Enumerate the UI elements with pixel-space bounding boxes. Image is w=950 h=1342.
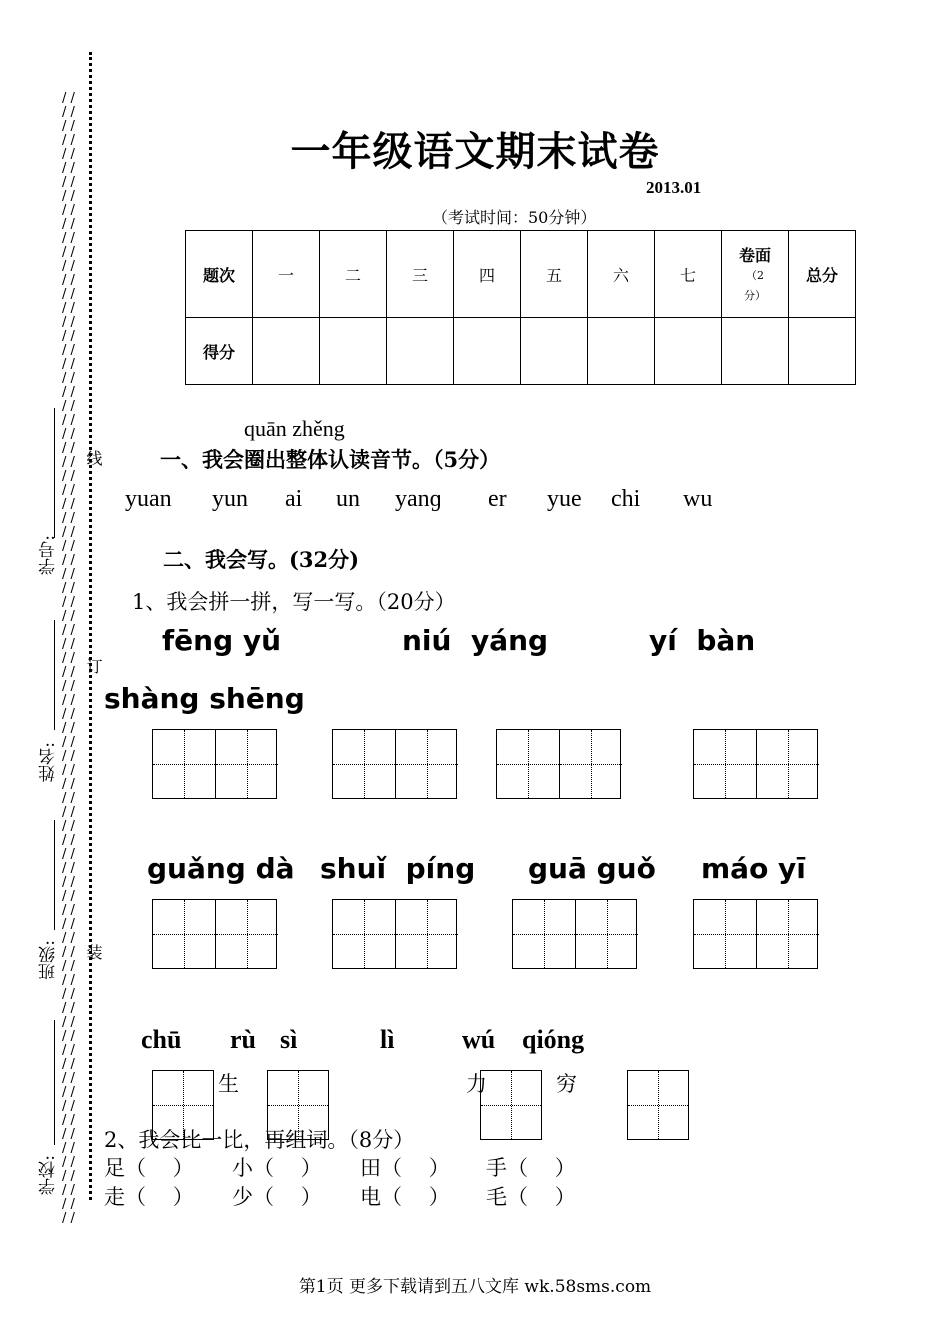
school-underline [54,1020,55,1145]
writing-grid[interactable] [496,729,621,799]
binding-slash-pattern: / / / / / / / / / / / / / / / / / / / / / / / / / / / / / / / / / / / / / / / / / / / / / / / / / / / / / / / / / / / / / / / / / / / / / / / / / / / / / / / / / / / / / / / / / / / / / / / / / / / / / / / / / / / / / / / / / / / / / / / / / / / / / / / / / / / / / / / / / / / / / / / / / / / / / / / / / / / / / / / / / / [62,91,75,1226]
question1-title: 1、我会拼一拼，写一写。（20分） [132,590,456,614]
student-id-label: 学号: [39,535,59,575]
writing-grid-single[interactable] [627,1070,689,1140]
compare-item: 足（ ） [104,1156,194,1180]
score-cell[interactable] [655,318,722,385]
pinyin-word: yí bàn [649,624,756,657]
score-row-label: 得分 [186,318,253,385]
student-id-underline [54,408,55,538]
score-header-cell: 一 [253,231,320,318]
score-header-cell: 题次 [186,231,253,318]
section1-pinyin-hint: quān zhěng [244,416,345,441]
syllable: yue [547,486,582,512]
name-underline [54,620,55,730]
writing-grid-single[interactable] [480,1070,542,1140]
compare-item: 走（ ） [104,1185,194,1209]
writing-grid[interactable] [693,899,818,969]
syllable: un [336,486,360,512]
compare-item: 小（ ） [232,1156,322,1180]
pinyin-word: qióng [522,1025,585,1054]
score-header-cell: 四 [454,231,521,318]
syllable: yuan [125,486,172,512]
pinyin-word: shàng shēng [104,682,305,715]
syllable: er [488,486,507,512]
writing-grid[interactable] [512,899,637,969]
score-cell[interactable] [387,318,454,385]
given-character: 力 [466,1072,487,1096]
score-cell[interactable] [521,318,588,385]
neat-label: 卷面 [738,245,771,265]
score-header-cell: 五 [521,231,588,318]
exam-date: 2013.01 [646,178,702,197]
neat-points-b: 分） [744,288,766,302]
syllable: wu [683,486,713,512]
writing-grid-single[interactable] [152,1070,214,1140]
pinyin-word: shuǐ píng [320,852,476,885]
compare-item: 田（ ） [360,1156,450,1180]
neat-score-header [722,231,789,318]
score-cell[interactable] [454,318,521,385]
class-label: 班级: [39,940,59,980]
pinyin-word: niú yáng [402,624,549,657]
binding-mark-line: 线 [84,450,103,466]
score-cell[interactable] [722,318,789,385]
pinyin-word: lì [380,1025,395,1054]
given-character: 穷 [556,1072,577,1096]
page-title: 一年级语文期末试卷 [290,129,660,175]
score-header-cell: 六 [588,231,655,318]
compare-item: 毛（ ） [486,1185,576,1209]
neat-points-a: （2 [746,268,764,282]
pinyin-word: wú [462,1025,496,1054]
name-label: 姓名: [39,742,59,782]
pinyin-word: sì [280,1025,298,1054]
pinyin-word: guǎng dà [147,852,295,885]
score-table [185,230,856,385]
given-character: 生 [218,1072,239,1096]
writing-grid[interactable] [693,729,818,799]
section2-title: 二、我会写。(32分) [163,547,360,572]
binding-mark-zhuang: 装 [84,944,103,960]
pinyin-word: guā guǒ [528,852,656,885]
score-cell[interactable] [253,318,320,385]
writing-grid[interactable] [332,899,457,969]
syllable: ai [285,486,303,512]
pinyin-word: fēng yǔ [162,624,282,657]
score-header-cell: 七 [655,231,722,318]
compare-item: 手（ ） [486,1156,576,1180]
writing-grid[interactable] [332,729,457,799]
binding-dotted-line [89,52,92,1200]
school-label: 学校: [39,1155,59,1195]
class-underline [54,820,55,930]
question2-title: 2、我会比一比，再组词。（8分） [104,1128,415,1152]
pinyin-word: máo yī [701,852,806,885]
pinyin-word: chū [141,1025,182,1054]
page-footer: 第1页 更多下载请到五八文库 wk.58sms.com [298,1277,652,1297]
score-cell[interactable] [320,318,387,385]
score-header-cell: 二 [320,231,387,318]
syllable: yun [212,486,248,512]
writing-grid[interactable] [152,899,277,969]
section1-title: 一、我会圈出整体认读音节。（5分） [160,447,501,472]
writing-grid-single[interactable] [267,1070,329,1140]
writing-grid[interactable] [152,729,277,799]
score-header-cell: 三 [387,231,454,318]
total-header: 总分 [789,231,856,318]
score-cell[interactable] [789,318,856,385]
compare-item: 少（ ） [232,1185,322,1209]
syllable: yanɡ [395,486,442,512]
binding-mark-ding: 订 [84,658,103,674]
exam-time: （考试时间：50分钟） [432,208,597,227]
syllable: chi [611,486,641,512]
compare-item: 电（ ） [360,1185,450,1209]
score-cell[interactable] [588,318,655,385]
pinyin-word: rù [230,1025,256,1054]
